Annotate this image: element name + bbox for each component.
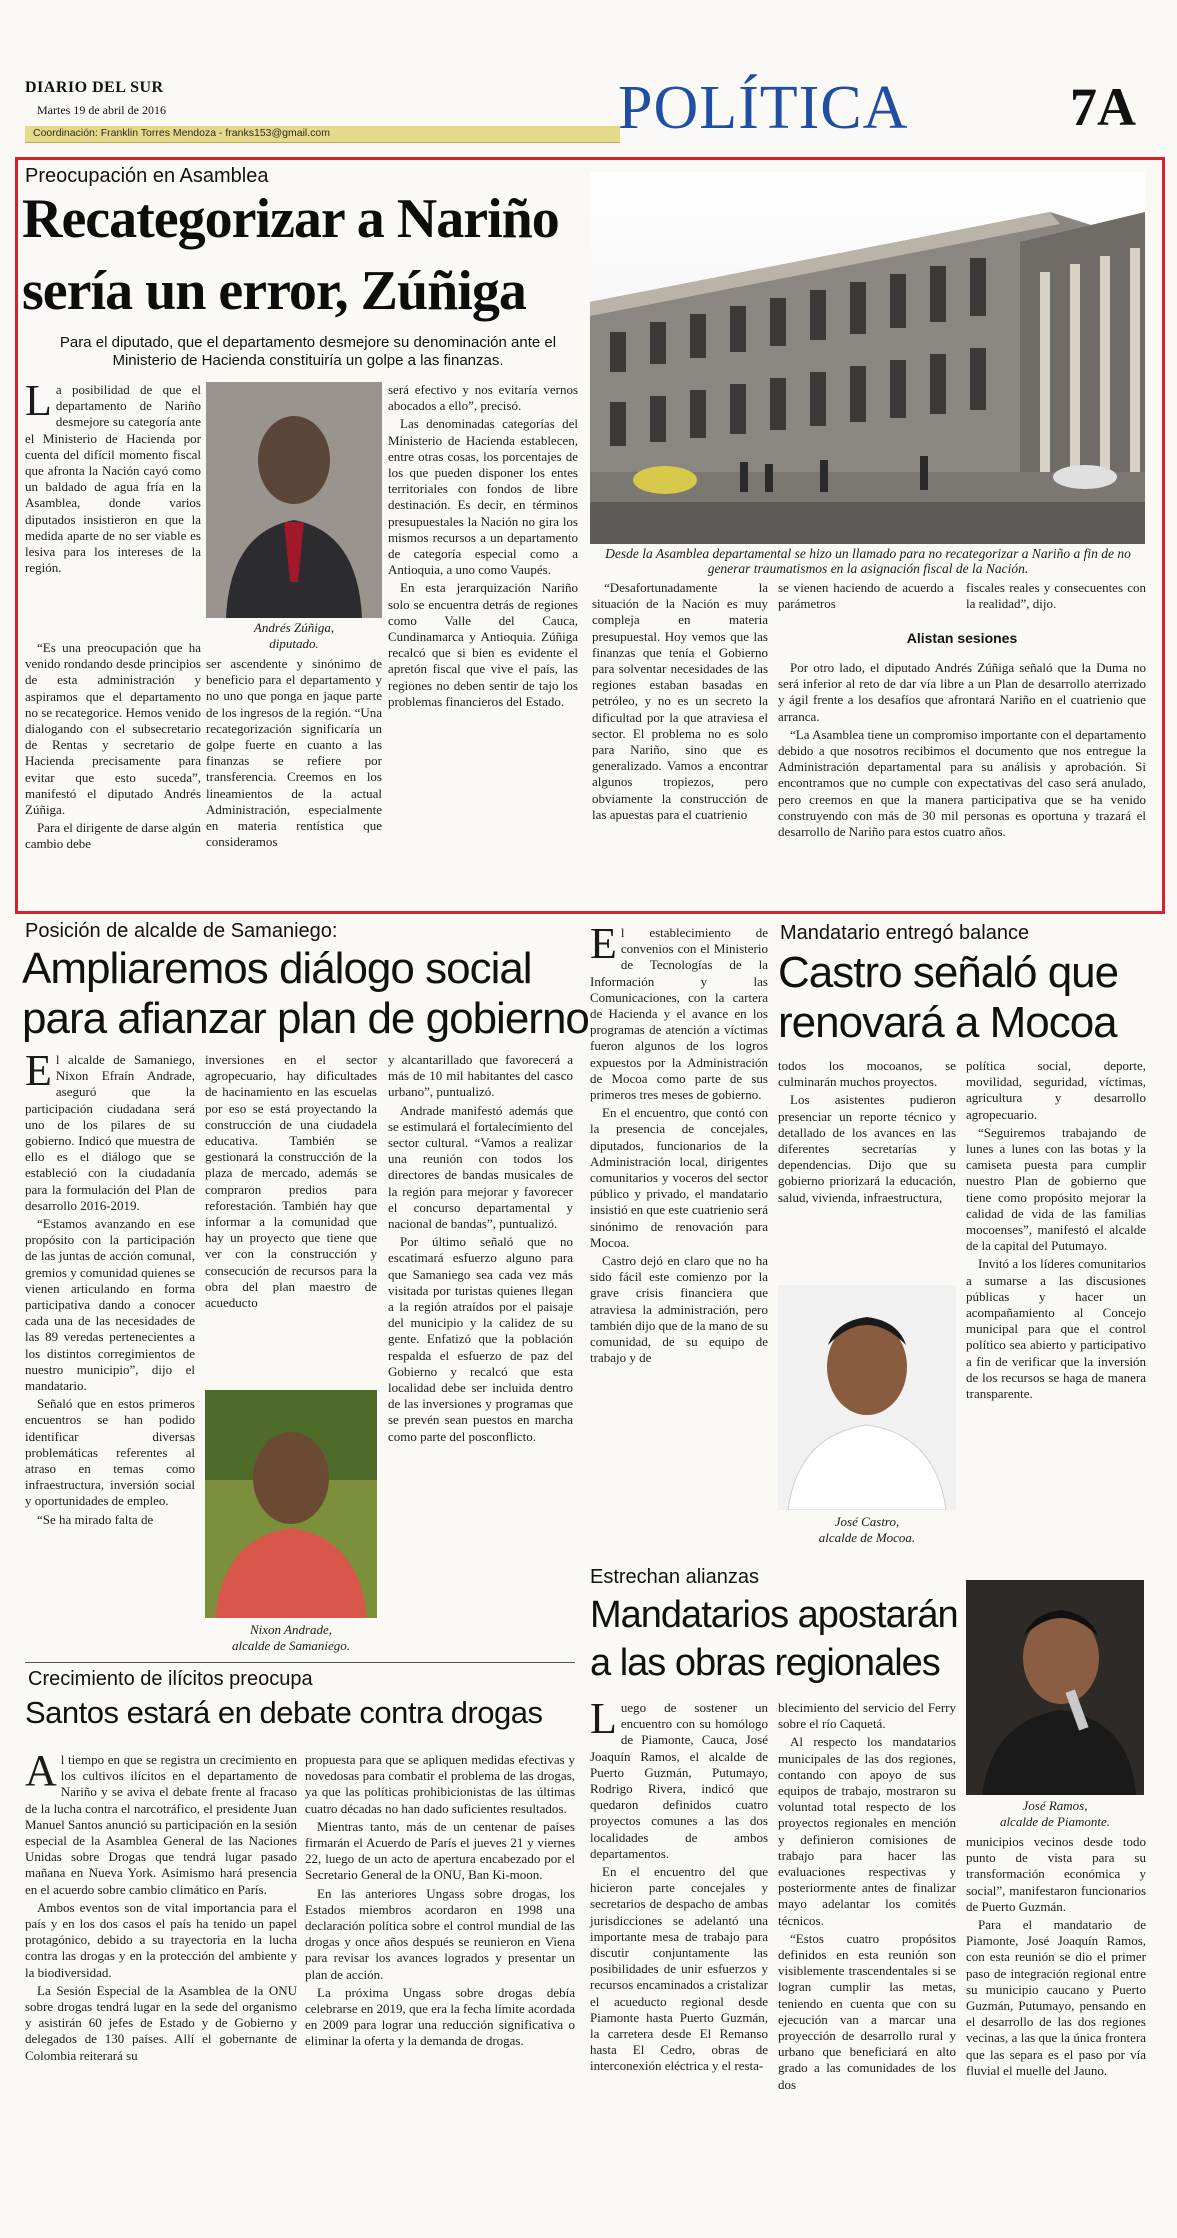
person-silhouette (206, 382, 382, 618)
article1-para: “La Asamblea tiene un compromiso importante con el departamento debido a que nosotros recibimos el documento que nos entregue la Administración departamental para su análisis y aprobación. Si encontramos que no cumple con expectativas del caso será anulado, pero creemos en que la manera participativa que se ha venido construyendo con más de 30 mil personas es oportuna y trazará el desarrollo de Nariño para estos cuatro años. (778, 726, 1146, 840)
article1-para: se vienen haciendo de acuerdo a parámetros (778, 580, 954, 612)
article5-headline-line2: a las obras regionales (590, 1642, 940, 1684)
article5-para: municipios vecinos desde todo punto de vista para su transformación económica y social”, manifestaron funcionarios de Puerto Guzmán. (966, 1834, 1146, 1914)
article1-para: Por otro lado, el diputado Andrés Zúñiga señaló que la Duma no será inferior al reto de dar vía libre a un Plan de desarrollo aterrizado y ágil frente a los desafíos que afrontará Nariño en el cuatrienio que arranca. (778, 660, 1146, 724)
article1-subhead: Alistan sesiones (906, 630, 1018, 646)
article3-para: Los asistentes pudieron presenciar un reporte técnico y detallado de los avances en las diferentes secretarías y dependencias. Dijo que su gobierno priorizará la educación, salud, vivienda, infraestructura, (778, 1092, 956, 1205)
andrade-caption-role: alcalde de Samaniego. (231, 1638, 351, 1653)
article2-para: “Estamos avanzando en ese propósito con la participación de las juntas de acción comunal, gremios y comunidad quienes se vienen articulando en forma participativa dando a conocer cada una de las necesidades de las 89 veredas pertenecientes a los distintos corregimientos de nuestro municipio”, dijo el mandatario. (25, 1216, 195, 1394)
article3-para: Castro dejó en claro que no ha sido fácil este comienzo por la grave crisis financiera que atraviesa la administración, pero también dijo que de la mano de su comunidad, de su equipo de trabajo y de (590, 1253, 768, 1366)
article5-para: Luego de sostener un encuentro con su homólogo de Piamonte, Cauca, José Joaquín Ramos, el alcalde de Puerto Guzmán, Putumayo, Rodrigo Rivera, indicó que quedaron definidos cuatro proyectos comunes a las dos localidades de ambos departamentos. (590, 1694, 768, 1861)
article2-para: Por último señaló que no escatimará esfuerzo alguno para que Samaniego sea cada vez más visitada por turistas quienes llegan a la región atraídos por el paisaje del municipio y la calidez de su gente. Enfatizó que la población respalda el esfuerzo de paz del Gobierno y recalcó que esta localidad debe ser incluida dentro de las inversiones y programas que se prevén sean puestos en marcha como parte del posconflicto. (388, 1234, 573, 1444)
article4-para: La Sesión Especial de la Asamblea de la ONU sobre drogas tendrá lugar en la sede del organismo y asistirán 60 jefes de Estado y de Gobierno y delegados de 130 países. Allí el gobernante de Colombia reiterará su (25, 1982, 297, 2063)
dropcap: E (25, 1046, 52, 1095)
article3-headline-line1: Castro señaló que (778, 948, 1119, 997)
dropcap: E (590, 919, 617, 968)
article3-para: En el encuentro, que contó con la presencia de concejales, diputados, funcionarios de la Administración local, dirigentes comunitarios y voceros del sector público y privado, el mandatario insistió en que este cuatrienio será sinónimo de renovación para Mocoa. (590, 1105, 768, 1250)
zuniga-portrait (206, 382, 382, 618)
dropcap: L (590, 1694, 617, 1743)
dropcap: A (25, 1746, 57, 1795)
ramos-caption-name: José Ramos, (1022, 1798, 1088, 1813)
article1-para: “Desafortunadamente la situación de la Nación es muy compleja en materia presupuestal. Hoy vemos que las finanzas que tenía el Gobierno para solventar necesidades de las regiones estaban basadas en petróleo, y no es un secreto la dificultad por la que atraviesa el sector. El problema no es solo para Nariño, sino que es generalizado. Vamos a encontrar algunos tropiezos, pero obviamente la construcción de las apuestas para el cuatrienio (592, 580, 768, 822)
article4-para: Ambos eventos son de vital importancia para el país y en los dos casos el país ha tenido un papel protagónico, debido a su trayectoria en la lucha contra las drogas y en la protección del ambiente y la biodiversidad. (25, 1899, 297, 1980)
article2-col2 (205, 1052, 377, 1313)
article1-col56 (778, 660, 1146, 842)
article1-col3 (388, 382, 578, 712)
article2-para: inversiones en el sector agropecuario, hay dificultades de hacinamiento en las escuelas por eso se está proyectando la construcción de una ciudadela educativa. También se gestionará la construcción de la plaza de mercado, además se compraron predios para reforestación. También hay que informar a la comunidad que hay un proyecto que tiene que ver con la construcción y consecución de recursos para la obra del plan maestro de acueducto (205, 1052, 377, 1311)
article4-para: La próxima Ungass sobre drogas debía celebrarse en 2019, que era la fecha límite acordada en 2009 para lograr una reducción significativa o eliminar la oferta y la demanda de drogas. (305, 1984, 575, 2049)
article2-kicker: Posición de alcalde de Samaniego: (25, 920, 338, 942)
article1-col6 (966, 580, 1146, 614)
article2-headline-line1: Ampliaremos diálogo social (22, 944, 532, 993)
article2-col3 (388, 1052, 573, 1447)
article3-para: todos los mocoanos, se culminarán muchos proyectos. (778, 1058, 956, 1090)
andrade-caption-name: Nixon Andrade, (249, 1622, 333, 1637)
castro-caption-name: José Castro, (834, 1514, 900, 1529)
article5-para: En el encuentro del que hicieron parte concejales y secretarios de despacho de ambas jurisdicciones se adelantó una importante mesa de trabajo para discutir conjuntamente las posibilidades de unir esfuerzos y recursos encaminados a cristalizar el acueducto regional desde Piamonte hasta Puerto Guzmán, la carretera desde El Remanso hasta El Cedro, obras de interconexión eléctrica y el resta- (590, 1864, 768, 2074)
article2-headline-line2: para afianzar plan de gobierno (22, 994, 589, 1043)
section-title: POLÍTICA (618, 74, 909, 142)
article3-col3 (966, 1058, 1146, 1404)
article3-para: Invitó a los líderes comunitarios a sumarse a las discusiones públicas y hacer un acompañamiento al Concejo municipal para que el control político sea abierto y participativo a fin de verificar que la inversión de los recursos se haga de manera transparente. (966, 1256, 1146, 1402)
article2-para: El alcalde de Samaniego, Nixon Efraín Andrade, aseguró que la participación ciudadana será uno de los pilares de su gobierno. Indicó que muestra de ello es el diálogo que se estableció con la ciudadanía para la formulación del Plan de desarrollo 2016-2019. (25, 1046, 195, 1213)
article5-kicker: Estrechan alianzas (590, 1566, 759, 1588)
article1-col4 (592, 580, 768, 825)
article1-para: En esta jerarquización Nariño solo se encuentra detrás de regiones como Valle del Cauca, Cundinamarca y Antioquia. Zúñiga recalcó que si bien es evidente el apretón fiscal que vive el país, las regiones no deben sentir de tajo los problemas financieros del Estado. (388, 580, 578, 709)
page-number: 7A (1070, 77, 1136, 137)
article4-kicker: Crecimiento de ilícitos preocupa (28, 1668, 313, 1690)
article1-para: Para el dirigente de darse algún cambio debe (25, 820, 201, 852)
article1-para: La posibilidad de que el departamento de Nariño desmejore su categoría ante el Ministerio de Hacienda por cuenta del difícil momento fiscal que afronta la Nación cayó como un baldado de agua fría en la Asamblea, donde varios diputados insistieron en que la medida aparte de no ser viable es lesiva para los intereses de la región. (25, 376, 201, 576)
article4-col2 (305, 1752, 575, 2052)
person-silhouette (966, 1580, 1144, 1795)
castro-caption-role: alcalde de Mocoa. (818, 1530, 916, 1545)
ramos-caption-role: alcalde de Piamonte. (999, 1814, 1111, 1829)
article5-para: blecimiento del servicio del Ferry sobre el río Caquetá. (778, 1700, 956, 1732)
article4-para: propuesta para que se apliquen medidas efectivas y novedosas para combatir el problema de las drogas, ya que las políticas prohibicionistas de las últimas cuatro décadas no han dado suficientes resultados. (305, 1752, 575, 1816)
article1-col1-bottom (25, 640, 201, 855)
article3-kicker: Mandatario entregó balance (780, 922, 1030, 944)
castro-portrait (778, 1285, 956, 1510)
andrade-portrait (205, 1390, 377, 1618)
article3-col1 (590, 919, 768, 1368)
article2-col1 (25, 1046, 195, 1530)
article4-para: En las anteriores Ungass sobre drogas, los Estados miembros acordaron en 1998 una declaración política sobre el control mundial de las drogas y once años después se reunieron en Viena para revisar los avances logrados y presentar un plan de acción. (305, 1885, 575, 1982)
paper-name: DIARIO DEL SUR (25, 79, 164, 96)
article4-para: Mientras tanto, más de un centenar de países firmarán el Acuerdo de París el jueves 21 y viernes 22, luego de un acto de apertura encabezado por el Secretario General de la ONU, Ban Ki-moon. (305, 1818, 575, 1883)
article1-para: será efectivo y nos evitaría vernos abocados a ello”, precisó. (388, 382, 578, 414)
article2-para: “Se ha mirado falta de (37, 1511, 154, 1527)
person-silhouette (778, 1285, 956, 1510)
zuniga-caption-name: Andrés Zúñiga, (253, 620, 335, 635)
coordination-text: Coordinación: Franklin Torres Mendoza - franks153@gmail.com (33, 127, 331, 139)
article5-para: Al respecto los mandatarios municipales de las dos regiones, contando con apoyo de sus equipos de trabajo, mostraron su voluntad total respecto de los proyectos regionales en mención y definieron comisiones de trabajo para hacer las evaluaciones respectivas y posteriormente antes de finalizar mayo adelantar los comités técnicos. (778, 1734, 956, 1928)
article5-para: “Estos cuatro propósitos definidos en esta reunión son visiblemente trascendentales si se logran cumplir las metas, teniendo en cuenta que con su ejecución van a marcar una proyección de desarrollo rural y urbano que beneficiará en alto grado a las comunidades de los dos (778, 1930, 956, 2092)
article4-headline: Santos estará en debate contra drogas (25, 1695, 543, 1730)
article3-para: “Seguiremos trabajando de lunes a lunes con las botas y la camiseta puesta para cumplir nuestro Plan de gobierno que tiene como propósito mejorar la calidad de vida de las familias mocoenses”, manifestó el alcalde de la capital del Putumayo. (966, 1124, 1146, 1254)
article5-col2 (778, 1700, 956, 2095)
article1-kicker: Preocupación en Asamblea (25, 165, 269, 187)
article1-col2 (206, 656, 382, 852)
article3-para: El establecimiento de convenios con el Ministerio de Tecnologías de la Información y las Comunicaciones, con la cartera de Hacienda y el avance en los programas de atención a víctimas fueron algunos de los logros expuestos por la Administración de Mocoa como parte de sus primeros tres meses de gobierno. (590, 919, 768, 1103)
article2-para: y alcantarillado que favorecerá a más de 10 mil habitantes del casco urbano”, puntualizó. (388, 1052, 573, 1100)
article5-col3 (966, 1834, 1146, 2081)
article1-para: Las denominadas categorías del Ministerio de Hacienda establecen, entre otras cosas, los porcentajes de los que pueden disponer los entes territoriales con fondos de libre destinación. Es decir, en términos presupuestales la Nación no gira los mismos recursos a un departamento de categoría especial como a Antioquia, a uno como Vaupés. (388, 416, 578, 578)
person-silhouette (205, 1390, 377, 1618)
article4-top-rule (25, 1662, 575, 1663)
article1-headline-line2: sería un error, Zúñiga (22, 260, 526, 322)
article2-para: Andrade manifestó además que se estimulará el fortalecimiento del sector cultural. “Vamos a realizar una reunión con todos los directores de bandas musicales de la región para mejorar y favorecer el concurso departamental y nacional de bandas”, puntualizó. (388, 1102, 573, 1232)
building-illustration (590, 172, 1145, 544)
article3-col2 (778, 1058, 956, 1208)
article3-headline-line2: renovará a Mocoa (778, 998, 1117, 1047)
article1-lead: Para el diputado, que el departamento desmejore su denominación ante el Ministerio de Hacienda constituiría un golpe a las finanzas. (59, 334, 557, 369)
article4-col1 (25, 1746, 297, 2066)
ramos-portrait (966, 1580, 1144, 1795)
building-photo-caption: Desde la Asamblea departamental se hizo un llamado para no recategorizar a Nariño a fin de no generar traumatismos en la asignación fiscal de la Nación. (605, 546, 1131, 576)
dropcap: L (25, 376, 52, 425)
article1-para: “Es una preocupación que ha venido rondando desde principios de esta administración y aspiramos que el departamento no se recategorice. Hemos venido dialogando con el subsecretario de Rentas y secretario de Hacienda precisamente para evitar que esto suceda”, manifestó el diputado Andrés Zúñiga. (25, 640, 201, 818)
article2-para: Señaló que en estos primeros encuentros se han podido identificar diversas problemáticas referentes al atraso en temas como infraestructura, inversión social y oportunidades de empleo. (25, 1396, 195, 1509)
zuniga-caption-role: diputado. (269, 636, 319, 651)
article1-para: ser ascendente y sinónimo de beneficio para el departamento y no uno que ponga en jaque parte de los ingresos de la región. “Una recategorización significaría un golpe fuerte en cuanto a las finanzas se refiere por transferencia. Creemos en los lineamientos de la actual Administración, especialmente en materia rentística que consideramos (206, 656, 382, 850)
article1-para: fiscales reales y consecuentes con la realidad”, dijo. (966, 580, 1146, 612)
asamblea-building-photo (590, 172, 1145, 544)
article5-headline-line1: Mandatarios apostarán (590, 1594, 958, 1636)
issue-date: Martes 19 de abril de 2016 (37, 103, 166, 117)
masthead (25, 75, 1145, 150)
article1-col5 (778, 580, 954, 614)
article5-col1 (590, 1694, 768, 2077)
article1-headline-line1: Recategorizar a Nariño (22, 188, 559, 250)
article4-para: Al tiempo en que se registra un crecimiento en los cultivos ilícitos en el departamento de Nariño y se aviva el debate frente al fracaso de la lucha contra el narcotráfico, el presidente Juan Manuel Santos anunció su participación en la sesión especial de la Asamblea General de las Naciones Unidas sobre Drogas que tendrá lugar pasado mañana en Nueva York. Asimismo hará presencia en el acuerdo sobre cambio climático en París. (25, 1746, 297, 1897)
article1-col1-top (25, 376, 201, 578)
article5-para: Para el mandatario de Piamonte, José Joaquín Ramos, con esta reunión se dio el primer paso de integración regional entre su municipio caucano y Puerto Guzmán, Putumayo, pensando en el desarrollo de las dos regiones vecinas, a las que la única frontera que las separa es el paso por vía fluvial el muelle del Jauno. (966, 1917, 1146, 2078)
article3-para: política social, deporte, movilidad, seguridad, víctimas, agricultura y desarrollo agropecuario. (966, 1058, 1146, 1122)
